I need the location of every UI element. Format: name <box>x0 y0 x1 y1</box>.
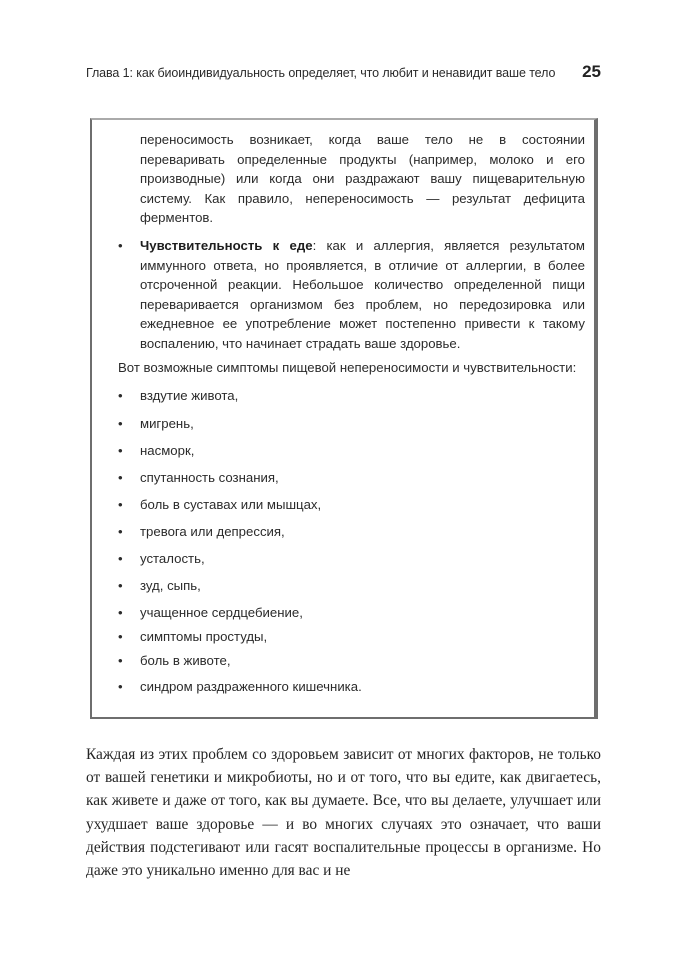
sensitivity-description: : как и аллергия, является результатом иммунного ответа, но проявляется, в отличие от аллергии, в более отсроченной реакции. Небольшое количество определенной пищи переваривается организмом без проблем, но передозировка или ежедневное ее употребление может постепенно привести к такому воспалению, что начинает страдать ваше здоровье. <box>140 238 585 351</box>
bullet-icon: • <box>118 629 123 644</box>
bullet-icon: • <box>118 238 123 253</box>
list-item <box>118 677 362 701</box>
bullet-icon: • <box>118 416 123 431</box>
symptom-text: спутанность сознания, <box>140 470 279 485</box>
list-item <box>118 522 362 549</box>
symptom-text: боль в суставах или мышцах, <box>140 497 322 512</box>
symptom-list <box>118 386 362 701</box>
list-item <box>118 576 362 603</box>
symptom-text: усталость, <box>140 551 205 566</box>
bullet-icon: • <box>118 605 123 620</box>
bullet-icon: • <box>118 578 123 593</box>
sensitivity-text <box>140 236 585 353</box>
list-item <box>118 603 362 627</box>
list-item <box>118 627 362 651</box>
bullet-icon: • <box>118 443 123 458</box>
sensitivity-bullet <box>118 236 585 353</box>
list-item <box>118 441 362 468</box>
bullet-icon: • <box>118 551 123 566</box>
symptom-text: зуд, сыпь, <box>140 578 201 593</box>
symptom-text: тревога или депрессия, <box>140 524 285 539</box>
symptom-text: учащенное сердцебиение, <box>140 605 303 620</box>
bullet-icon: • <box>118 679 123 694</box>
list-item <box>118 468 362 495</box>
bullet-icon: • <box>118 470 123 485</box>
symptom-text: симптомы простуды, <box>140 629 268 644</box>
bullet-icon: • <box>118 524 123 539</box>
list-item <box>118 495 362 522</box>
list-item <box>118 651 362 677</box>
list-item <box>118 549 362 576</box>
page-number: 25 <box>582 62 601 81</box>
symptom-text: боль в животе, <box>140 653 231 668</box>
list-item <box>118 386 362 414</box>
list-item <box>118 414 362 441</box>
sensitivity-term: Чувствительность к еде <box>140 238 313 253</box>
symptoms-intro: Вот возможные симптомы пищевой непереносимости и чувствительности: <box>118 360 577 375</box>
chapter-title: Глава 1: как биоиндивидуальность определяет, что любит и ненавидит ваше тело <box>86 66 556 80</box>
symptom-text: насморк, <box>140 443 195 458</box>
symptom-text: мигрень, <box>140 416 194 431</box>
body-paragraph: Каждая из этих проблем со здоровьем зависит от многих факторов, не только от вашей генетики и микробиоты, но и от того, что вы едите, как двигаетесь, как живете и даже от того, как вы думаете. Все, что вы делаете, улучшает или ухудшает ваше здоровье — и во многих случаях это означает, что ваши действия подстегивают или гасят воспалительные процессы в организме. Но даже это уникально именно для вас и не <box>86 746 601 880</box>
running-header <box>86 62 601 82</box>
bullet-icon: • <box>118 653 123 668</box>
bullet-icon: • <box>118 388 123 403</box>
continued-paragraph: переносимость возникает, когда ваше тело не в состоянии переваривать определенные продукты (например, молоко и его производные) или когда они раздражают вашу пищеварительную систему. Как правило, непереносимость — результат дефицита ферментов. <box>140 132 585 225</box>
symptom-text: синдром раздраженного кишечника. <box>140 679 362 694</box>
symptom-text: вздутие живота, <box>140 388 239 403</box>
bullet-icon: • <box>118 497 123 512</box>
